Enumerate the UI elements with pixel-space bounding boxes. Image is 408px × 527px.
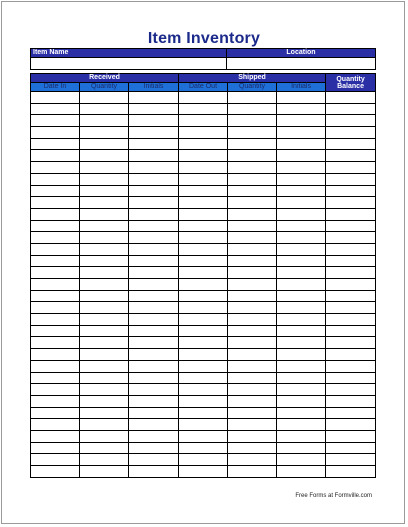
col-shipped-quantity: Quantity: [228, 83, 277, 92]
date-in-cell[interactable]: [31, 407, 80, 419]
date-out-cell[interactable]: [179, 173, 228, 185]
date-out-cell[interactable]: [179, 290, 228, 302]
quantity-balance-cell[interactable]: [326, 232, 376, 244]
received-initials-cell[interactable]: [129, 267, 179, 279]
date-out-cell[interactable]: [179, 325, 228, 337]
quantity-balance-cell[interactable]: [326, 173, 376, 185]
shipped-quantity-cell[interactable]: [228, 197, 277, 209]
item-name-field[interactable]: [31, 58, 227, 70]
shipped-initials-cell[interactable]: [277, 103, 326, 115]
col-received-quantity: Quantity: [80, 83, 129, 92]
date-in-cell[interactable]: [31, 255, 80, 267]
received-initials-cell[interactable]: [129, 325, 179, 337]
received-initials-cell[interactable]: [129, 92, 179, 104]
quantity-balance-cell[interactable]: [326, 92, 376, 104]
received-quantity-cell[interactable]: [80, 279, 129, 291]
shipped-initials-cell[interactable]: [277, 173, 326, 185]
date-in-cell[interactable]: [31, 162, 80, 174]
quantity-balance-line2: Balance: [337, 82, 364, 90]
quantity-balance-cell[interactable]: [326, 302, 376, 314]
location-label: Location: [227, 49, 376, 58]
date-in-cell[interactable]: [31, 267, 80, 279]
table-row: [31, 372, 376, 384]
table-row: [31, 395, 376, 407]
received-initials-cell[interactable]: [129, 127, 179, 139]
date-out-cell[interactable]: [179, 407, 228, 419]
item-name-label: Item Name: [31, 49, 227, 58]
received-initials-cell[interactable]: [129, 442, 179, 454]
shipped-initials-cell[interactable]: [277, 115, 326, 127]
shipped-quantity-cell[interactable]: [228, 349, 277, 361]
shipped-initials-cell[interactable]: [277, 92, 326, 104]
date-in-cell[interactable]: [31, 349, 80, 361]
received-initials-cell[interactable]: [129, 372, 179, 384]
quantity-balance-cell[interactable]: [326, 162, 376, 174]
shipped-initials-cell[interactable]: [277, 442, 326, 454]
received-initials-cell[interactable]: [129, 173, 179, 185]
shipped-initials-cell[interactable]: [277, 407, 326, 419]
received-initials-cell[interactable]: [129, 232, 179, 244]
table-row: [31, 232, 376, 244]
col-received-initials: Initials: [129, 83, 179, 92]
shipped-quantity-cell[interactable]: [228, 103, 277, 115]
received-initials-cell[interactable]: [129, 220, 179, 232]
shipped-initials-cell[interactable]: [277, 360, 326, 372]
received-quantity-cell[interactable]: [80, 115, 129, 127]
shipped-initials-cell[interactable]: [277, 337, 326, 349]
quantity-balance-cell[interactable]: [326, 454, 376, 466]
shipped-initials-cell[interactable]: [277, 302, 326, 314]
received-quantity-cell[interactable]: [80, 372, 129, 384]
date-in-cell[interactable]: [31, 466, 80, 478]
date-out-cell[interactable]: [179, 115, 228, 127]
received-initials-cell[interactable]: [129, 349, 179, 361]
shipped-initials-cell[interactable]: [277, 290, 326, 302]
date-out-cell[interactable]: [179, 267, 228, 279]
table-row: [31, 243, 376, 255]
date-out-cell[interactable]: [179, 349, 228, 361]
received-initials-cell[interactable]: [129, 384, 179, 396]
received-initials-cell[interactable]: [129, 255, 179, 267]
table-row: [31, 337, 376, 349]
shipped-initials-cell[interactable]: [277, 220, 326, 232]
shipped-initials-cell[interactable]: [277, 267, 326, 279]
shipped-quantity-cell[interactable]: [228, 419, 277, 431]
received-quantity-cell[interactable]: [80, 466, 129, 478]
date-in-cell[interactable]: [31, 150, 80, 162]
received-initials-cell[interactable]: [129, 290, 179, 302]
date-out-cell[interactable]: [179, 150, 228, 162]
table-row: [31, 314, 376, 326]
date-out-cell[interactable]: [179, 92, 228, 104]
quantity-balance-cell[interactable]: [326, 430, 376, 442]
quantity-balance-cell[interactable]: [326, 314, 376, 326]
inventory-table: [30, 73, 376, 478]
quantity-balance-cell[interactable]: [326, 372, 376, 384]
date-in-cell[interactable]: [31, 197, 80, 209]
received-initials-cell[interactable]: [129, 314, 179, 326]
quantity-balance-cell[interactable]: [326, 290, 376, 302]
table-row: [31, 220, 376, 232]
shipped-initials-cell[interactable]: [277, 372, 326, 384]
quantity-balance-cell[interactable]: [326, 197, 376, 209]
quantity-balance-cell[interactable]: [326, 185, 376, 197]
shipped-initials-cell[interactable]: [277, 325, 326, 337]
date-in-cell[interactable]: [31, 232, 80, 244]
shipped-quantity-cell[interactable]: [228, 290, 277, 302]
date-out-cell[interactable]: [179, 255, 228, 267]
received-quantity-cell[interactable]: [80, 267, 129, 279]
received-quantity-cell[interactable]: [80, 384, 129, 396]
shipped-quantity-cell[interactable]: [228, 325, 277, 337]
table-row: [31, 290, 376, 302]
date-out-cell[interactable]: [179, 279, 228, 291]
received-quantity-cell[interactable]: [80, 407, 129, 419]
col-date-out: Date Out: [179, 83, 228, 92]
location-field[interactable]: [227, 58, 376, 70]
received-initials-cell[interactable]: [129, 337, 179, 349]
shipped-quantity-cell[interactable]: [228, 92, 277, 104]
quantity-balance-cell[interactable]: [326, 103, 376, 115]
date-out-cell[interactable]: [179, 419, 228, 431]
date-out-cell[interactable]: [179, 384, 228, 396]
shipped-initials-cell[interactable]: [277, 208, 326, 220]
date-out-cell[interactable]: [179, 372, 228, 384]
shipped-quantity-cell[interactable]: [228, 138, 277, 150]
table-row: [31, 360, 376, 372]
shipped-initials-cell[interactable]: [277, 454, 326, 466]
date-in-cell[interactable]: [31, 337, 80, 349]
date-out-cell[interactable]: [179, 103, 228, 115]
shipped-quantity-cell[interactable]: [228, 150, 277, 162]
table-row: [31, 454, 376, 466]
shipped-quantity-cell[interactable]: [228, 162, 277, 174]
received-quantity-cell[interactable]: [80, 92, 129, 104]
shipped-quantity-cell[interactable]: [228, 185, 277, 197]
date-in-cell[interactable]: [31, 185, 80, 197]
date-out-cell[interactable]: [179, 442, 228, 454]
received-quantity-cell[interactable]: [80, 208, 129, 220]
page-title: Item Inventory: [147, 30, 261, 47]
shipped-quantity-cell[interactable]: [228, 127, 277, 139]
received-quantity-cell[interactable]: [80, 185, 129, 197]
item-info-table: [30, 48, 376, 70]
received-quantity-cell[interactable]: [80, 150, 129, 162]
shipped-quantity-cell[interactable]: [228, 232, 277, 244]
received-quantity-cell[interactable]: [80, 302, 129, 314]
received-quantity-cell[interactable]: [80, 430, 129, 442]
received-initials-cell[interactable]: [129, 395, 179, 407]
received-quantity-cell[interactable]: [80, 360, 129, 372]
shipped-quantity-cell[interactable]: [228, 384, 277, 396]
quantity-balance-cell[interactable]: [326, 208, 376, 220]
quantity-balance-cell[interactable]: [326, 267, 376, 279]
table-row: [31, 92, 376, 104]
date-out-cell[interactable]: [179, 360, 228, 372]
received-quantity-cell[interactable]: [80, 127, 129, 139]
shipped-quantity-cell[interactable]: [228, 208, 277, 220]
quantity-balance-cell[interactable]: [326, 279, 376, 291]
date-in-cell[interactable]: [31, 103, 80, 115]
shipped-quantity-cell[interactable]: [228, 279, 277, 291]
date-out-cell[interactable]: [179, 337, 228, 349]
quantity-balance-cell[interactable]: [326, 384, 376, 396]
shipped-initials-cell[interactable]: [277, 419, 326, 431]
quantity-balance-cell[interactable]: [326, 138, 376, 150]
table-row: [31, 407, 376, 419]
col-shipped-initials: Initials: [277, 83, 326, 92]
quantity-balance-cell[interactable]: [326, 395, 376, 407]
received-quantity-cell[interactable]: [80, 232, 129, 244]
received-initials-cell[interactable]: [129, 103, 179, 115]
date-out-cell[interactable]: [179, 162, 228, 174]
shipped-quantity-cell[interactable]: [228, 173, 277, 185]
date-out-cell[interactable]: [179, 454, 228, 466]
shipped-initials-cell[interactable]: [277, 197, 326, 209]
date-out-cell[interactable]: [179, 430, 228, 442]
received-initials-cell[interactable]: [129, 208, 179, 220]
date-in-cell[interactable]: [31, 279, 80, 291]
received-quantity-cell[interactable]: [80, 442, 129, 454]
table-row: [31, 349, 376, 361]
received-quantity-cell[interactable]: [80, 173, 129, 185]
col-date-in: Date In: [31, 83, 80, 92]
shipped-quantity-cell[interactable]: [228, 243, 277, 255]
date-in-cell[interactable]: [31, 243, 80, 255]
date-in-cell[interactable]: [31, 419, 80, 431]
date-in-cell[interactable]: [31, 325, 80, 337]
table-row: [31, 115, 376, 127]
date-in-cell[interactable]: [31, 173, 80, 185]
table-row: [31, 138, 376, 150]
shipped-quantity-cell[interactable]: [228, 302, 277, 314]
date-out-cell[interactable]: [179, 208, 228, 220]
quantity-balance-cell[interactable]: [326, 407, 376, 419]
table-row: [31, 208, 376, 220]
shipped-quantity-cell[interactable]: [228, 395, 277, 407]
date-in-cell[interactable]: [31, 395, 80, 407]
date-out-cell[interactable]: [179, 395, 228, 407]
received-initials-cell[interactable]: [129, 360, 179, 372]
received-quantity-cell[interactable]: [80, 138, 129, 150]
shipped-initials-cell[interactable]: [277, 314, 326, 326]
date-in-cell[interactable]: [31, 115, 80, 127]
shipped-initials-cell[interactable]: [277, 349, 326, 361]
table-row: [31, 127, 376, 139]
table-row: [31, 173, 376, 185]
received-quantity-cell[interactable]: [80, 454, 129, 466]
date-out-cell[interactable]: [179, 243, 228, 255]
received-initials-cell[interactable]: [129, 430, 179, 442]
received-group-header: Received: [31, 74, 179, 83]
received-initials-cell[interactable]: [129, 138, 179, 150]
shipped-quantity-cell[interactable]: [228, 337, 277, 349]
table-row: [31, 325, 376, 337]
table-row: [31, 150, 376, 162]
table-row: [31, 419, 376, 431]
footer-credit: Free Forms at Formville.com: [295, 493, 372, 499]
shipped-initials-cell[interactable]: [277, 162, 326, 174]
date-in-cell[interactable]: [31, 314, 80, 326]
quantity-balance-line1: Quantity: [336, 75, 365, 83]
received-initials-cell[interactable]: [129, 197, 179, 209]
date-in-cell[interactable]: [31, 290, 80, 302]
received-initials-cell[interactable]: [129, 115, 179, 127]
date-in-cell[interactable]: [31, 92, 80, 104]
quantity-balance-cell[interactable]: [326, 360, 376, 372]
date-out-cell[interactable]: [179, 220, 228, 232]
received-quantity-cell[interactable]: [80, 290, 129, 302]
shipped-quantity-cell[interactable]: [228, 407, 277, 419]
received-quantity-cell[interactable]: [80, 162, 129, 174]
shipped-initials-cell[interactable]: [277, 243, 326, 255]
date-out-cell[interactable]: [179, 197, 228, 209]
shipped-group-header: Shipped: [179, 74, 326, 83]
table-row: [31, 162, 376, 174]
date-out-cell[interactable]: [179, 185, 228, 197]
date-in-cell[interactable]: [31, 384, 80, 396]
date-out-cell[interactable]: [179, 232, 228, 244]
received-quantity-cell[interactable]: [80, 337, 129, 349]
shipped-quantity-cell[interactable]: [228, 115, 277, 127]
date-out-cell[interactable]: [179, 466, 228, 478]
received-quantity-cell[interactable]: [80, 255, 129, 267]
inventory-rows: [31, 92, 376, 478]
received-quantity-cell[interactable]: [80, 220, 129, 232]
shipped-initials-cell[interactable]: [277, 127, 326, 139]
received-quantity-cell[interactable]: [80, 395, 129, 407]
date-in-cell[interactable]: [31, 220, 80, 232]
shipped-initials-cell[interactable]: [277, 279, 326, 291]
shipped-quantity-cell[interactable]: [228, 454, 277, 466]
received-initials-cell[interactable]: [129, 407, 179, 419]
table-row: [31, 384, 376, 396]
date-in-cell[interactable]: [31, 208, 80, 220]
shipped-quantity-cell[interactable]: [228, 430, 277, 442]
quantity-balance-header: [326, 74, 376, 92]
table-row: [31, 279, 376, 291]
received-quantity-cell[interactable]: [80, 349, 129, 361]
date-in-cell[interactable]: [31, 372, 80, 384]
shipped-quantity-cell[interactable]: [228, 255, 277, 267]
quantity-balance-cell[interactable]: [326, 325, 376, 337]
quantity-balance-cell[interactable]: [326, 127, 376, 139]
shipped-initials-cell[interactable]: [277, 430, 326, 442]
received-quantity-cell[interactable]: [80, 314, 129, 326]
shipped-initials-cell[interactable]: [277, 232, 326, 244]
received-initials-cell[interactable]: [129, 243, 179, 255]
date-in-cell[interactable]: [31, 430, 80, 442]
received-quantity-cell[interactable]: [80, 325, 129, 337]
received-initials-cell[interactable]: [129, 419, 179, 431]
table-row: [31, 302, 376, 314]
shipped-quantity-cell[interactable]: [228, 220, 277, 232]
date-out-cell[interactable]: [179, 138, 228, 150]
shipped-initials-cell[interactable]: [277, 255, 326, 267]
shipped-quantity-cell[interactable]: [228, 267, 277, 279]
date-out-cell[interactable]: [179, 314, 228, 326]
quantity-balance-cell[interactable]: [326, 419, 376, 431]
date-in-cell[interactable]: [31, 302, 80, 314]
shipped-quantity-cell[interactable]: [228, 372, 277, 384]
received-initials-cell[interactable]: [129, 185, 179, 197]
received-quantity-cell[interactable]: [80, 419, 129, 431]
table-row: [31, 442, 376, 454]
received-initials-cell[interactable]: [129, 466, 179, 478]
quantity-balance-cell[interactable]: [326, 442, 376, 454]
shipped-quantity-cell[interactable]: [228, 442, 277, 454]
shipped-initials-cell[interactable]: [277, 466, 326, 478]
quantity-balance-cell[interactable]: [326, 337, 376, 349]
shipped-quantity-cell[interactable]: [228, 360, 277, 372]
date-in-cell[interactable]: [31, 138, 80, 150]
table-row: [31, 197, 376, 209]
received-initials-cell[interactable]: [129, 150, 179, 162]
quantity-balance-cell[interactable]: [326, 243, 376, 255]
date-in-cell[interactable]: [31, 127, 80, 139]
table-row: [31, 430, 376, 442]
received-initials-cell[interactable]: [129, 162, 179, 174]
date-in-cell[interactable]: [31, 442, 80, 454]
shipped-initials-cell[interactable]: [277, 185, 326, 197]
shipped-quantity-cell[interactable]: [228, 314, 277, 326]
shipped-initials-cell[interactable]: [277, 395, 326, 407]
quantity-balance-cell[interactable]: [326, 255, 376, 267]
quantity-balance-cell[interactable]: [326, 115, 376, 127]
received-quantity-cell[interactable]: [80, 197, 129, 209]
table-row: [31, 103, 376, 115]
received-initials-cell[interactable]: [129, 302, 179, 314]
shipped-initials-cell[interactable]: [277, 138, 326, 150]
table-row: [31, 185, 376, 197]
received-initials-cell[interactable]: [129, 454, 179, 466]
date-out-cell[interactable]: [179, 302, 228, 314]
table-row: [31, 255, 376, 267]
shipped-initials-cell[interactable]: [277, 384, 326, 396]
quantity-balance-cell[interactable]: [326, 150, 376, 162]
date-out-cell[interactable]: [179, 127, 228, 139]
table-row: [31, 267, 376, 279]
shipped-initials-cell[interactable]: [277, 150, 326, 162]
quantity-balance-cell[interactable]: [326, 349, 376, 361]
table-row: [31, 466, 376, 478]
quantity-balance-cell[interactable]: [326, 466, 376, 478]
received-quantity-cell[interactable]: [80, 103, 129, 115]
date-in-cell[interactable]: [31, 454, 80, 466]
quantity-balance-cell[interactable]: [326, 220, 376, 232]
received-initials-cell[interactable]: [129, 279, 179, 291]
received-quantity-cell[interactable]: [80, 243, 129, 255]
date-in-cell[interactable]: [31, 360, 80, 372]
shipped-quantity-cell[interactable]: [228, 466, 277, 478]
